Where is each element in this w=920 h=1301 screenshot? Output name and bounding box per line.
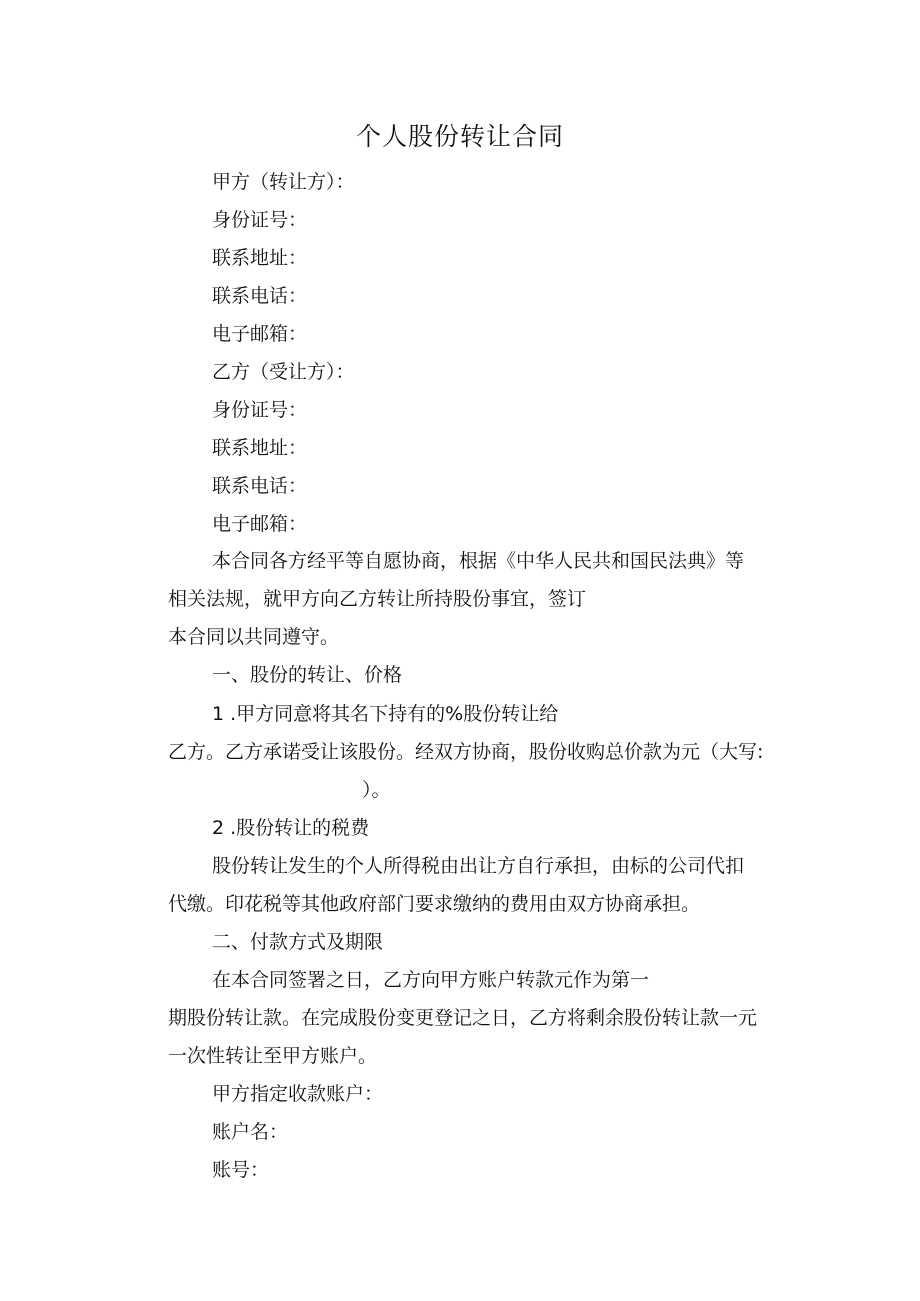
party-a-address: 联系地址： xyxy=(212,247,308,269)
party-b-address: 联系地址： xyxy=(212,437,308,459)
section-2-heading: 二、付款方式及期限 xyxy=(212,931,384,953)
party-b-phone: 联系电话： xyxy=(212,475,308,497)
payment-line-1: 在本合同签署之日，乙方向甲方账户转款元作为第一 xyxy=(212,969,650,991)
clause-2-line-1: 股份转让发生的个人所得税由出让方自行承担，由标的公司代扣 xyxy=(212,855,745,877)
preamble-line-3: 本合同以共同遵守。 xyxy=(168,626,340,648)
party-b-heading: 乙方（受让方）： xyxy=(212,361,355,383)
account-number: 账号： xyxy=(212,1159,270,1181)
clause-1-line-3: ）。 xyxy=(362,779,391,801)
party-a-id-number: 身份证号： xyxy=(212,209,308,231)
party-b-email: 电子邮箱： xyxy=(212,513,308,535)
clause-1-line-2: 乙方。乙方承诺受让该股份。经双方协商，股份收购总价款为元（大写: xyxy=(168,741,764,763)
receiving-account-heading: 甲方指定收款账户： xyxy=(212,1083,384,1105)
section-1-heading: 一、股份的转让、价格 xyxy=(212,664,403,686)
party-a-phone: 联系电话： xyxy=(212,285,308,307)
payment-line-3: 一次性转让至甲方账户。 xyxy=(168,1045,378,1067)
payment-line-2: 期股份转让款。在完成股份变更登记之日，乙方将剩余股份转让款一元 xyxy=(168,1007,758,1029)
preamble-line-1: 本合同各方经平等自愿协商，根据《中华人民共和国民法典》等 xyxy=(212,550,745,572)
clause-2-line-2: 代缴。印花税等其他政府部门要求缴纳的费用由双方协商承担。 xyxy=(168,893,701,915)
party-a-email: 电子邮箱： xyxy=(212,323,308,345)
clause-1-line-1: 1 .甲方同意将其名下持有的%股份转让给 xyxy=(212,703,559,725)
document-title: 个人股份转让合同 xyxy=(355,122,564,151)
party-a-heading: 甲方（转让方）： xyxy=(212,171,355,193)
party-b-id-number: 身份证号： xyxy=(212,399,308,421)
account-name: 账户名： xyxy=(212,1121,289,1143)
preamble-line-2: 相关法规，就甲方向乙方转让所持股份事宜，签订 xyxy=(168,588,587,610)
clause-2-heading: 2 .股份转让的税费 xyxy=(212,817,370,839)
